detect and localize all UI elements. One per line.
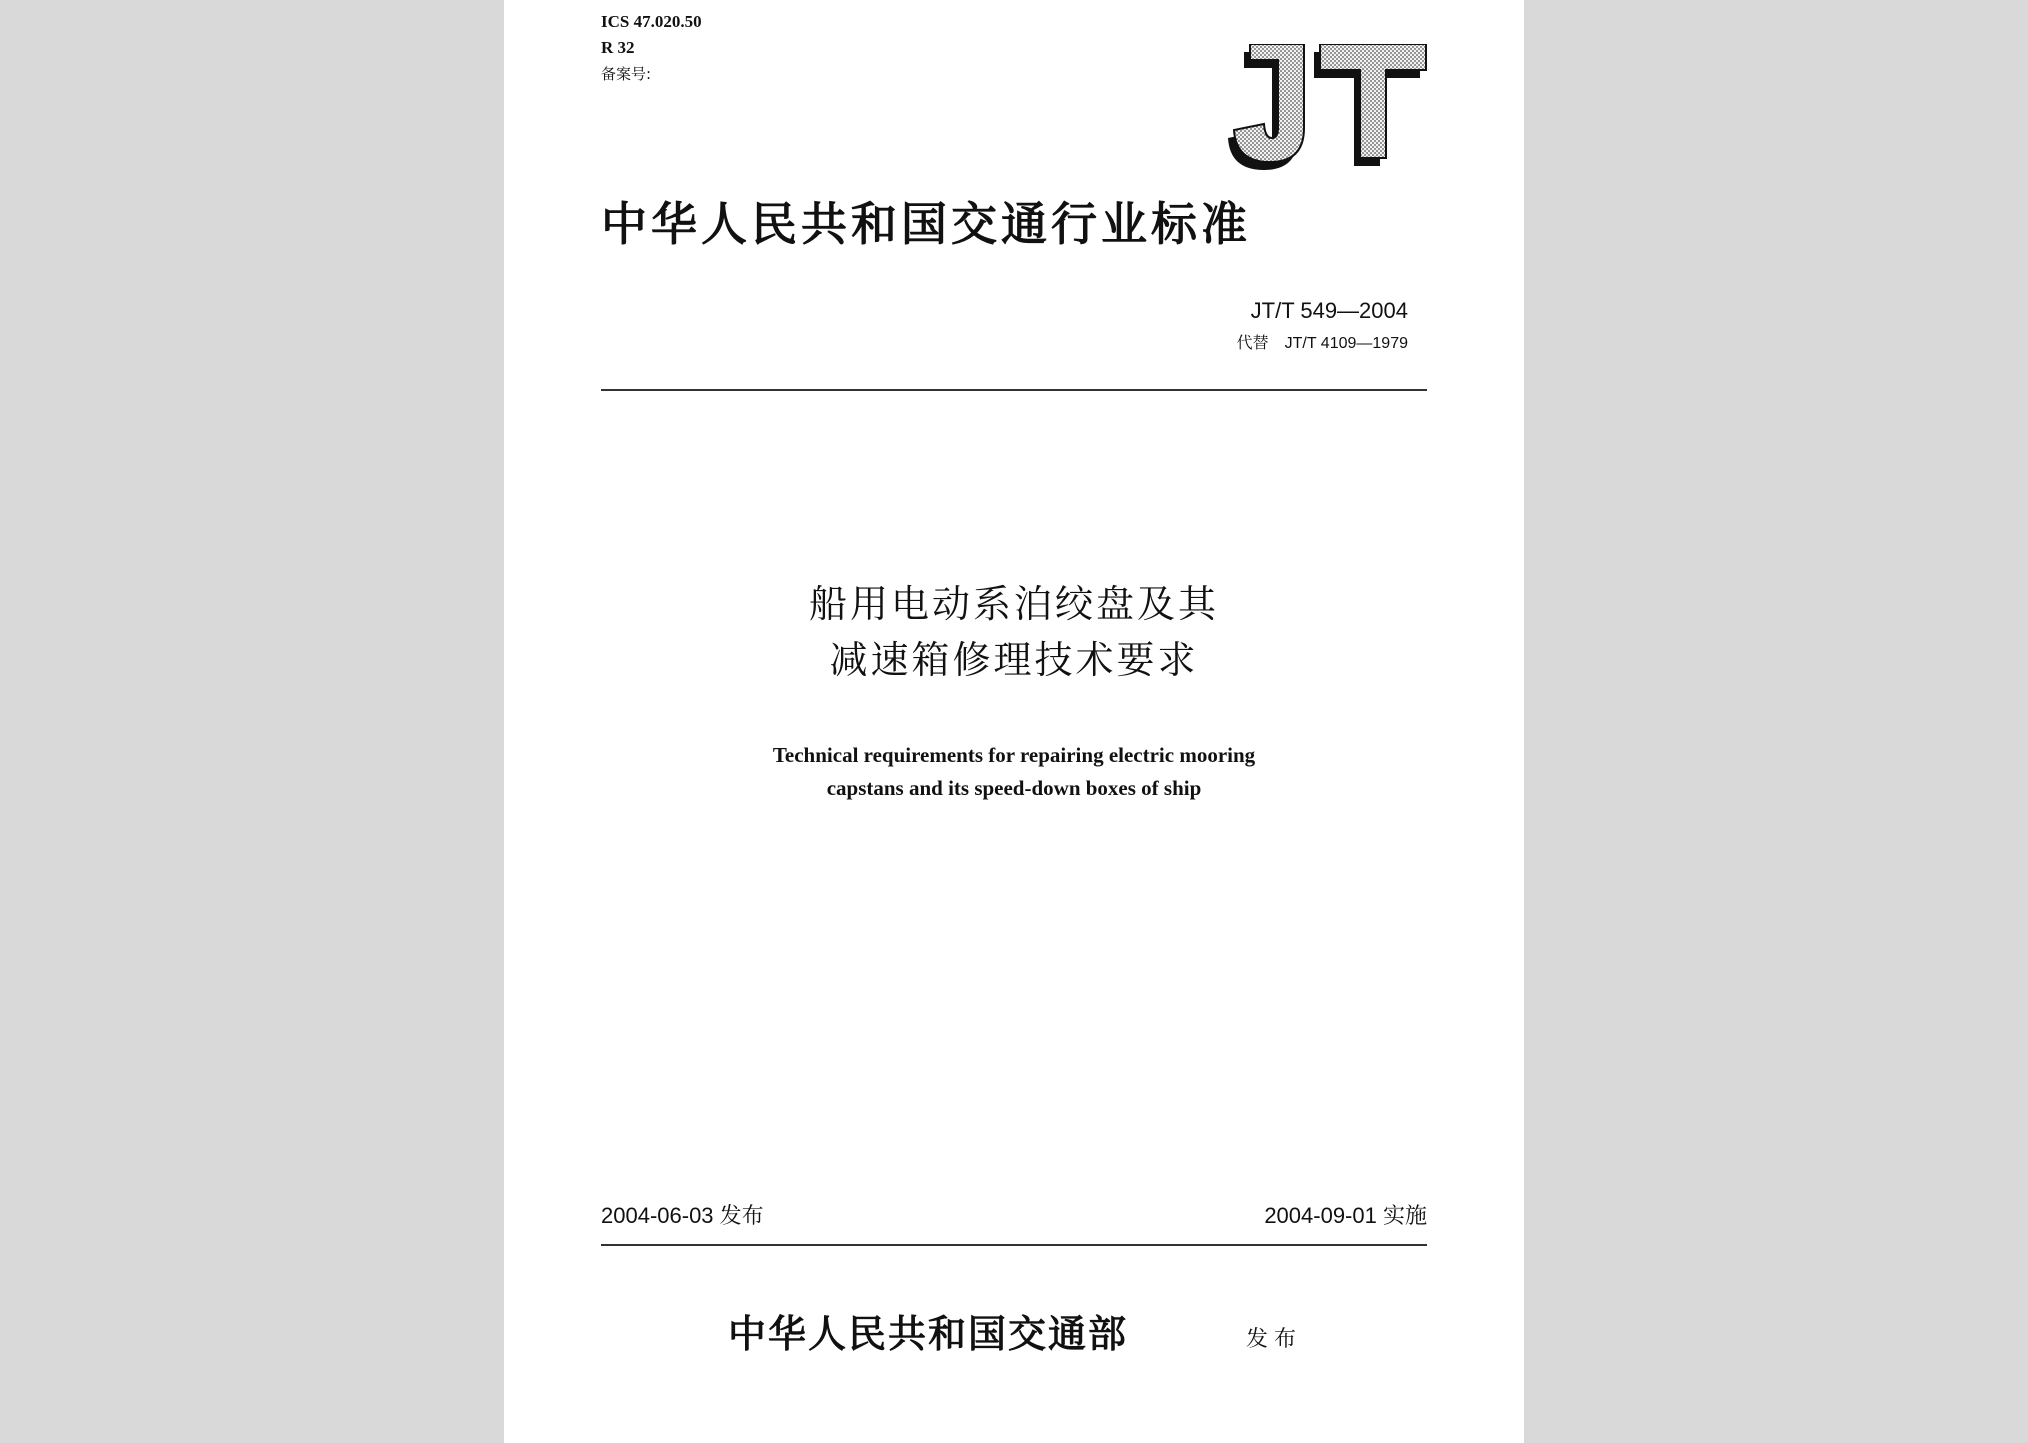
title-chinese-line-1: 船用电动系泊绞盘及其 [808,582,1219,626]
issue-date: 2004-06-03 [601,1203,714,1228]
effective-date: 2004-09-01 [1264,1203,1377,1228]
issuing-org-title: 中华人民共和国交通行业标准 [601,197,1251,251]
replaces-number: JT/T 4109—1979 [1284,335,1408,352]
title-chinese-line-2: 减速箱修理技术要求 [829,638,1199,682]
replaces-line [1237,333,1408,354]
record-number-label: 备案号: [601,65,652,83]
classification-code: R 32 [601,38,635,57]
title-english-line-2: capstans and its speed-down boxes of ship [826,776,1202,800]
title-english-line-1: Technical requirements for repairing electric mooring [772,743,1256,767]
standard-number: JT/T 549—2004 [1250,298,1408,323]
effective-label: 实施 [1382,1204,1427,1229]
title-english [504,739,1524,805]
publisher-name: 中华人民共和国交通部 [728,1311,1129,1356]
jt-logo [1222,44,1428,172]
title-chinese [504,576,1524,688]
footer-divider [601,1244,1427,1246]
header-divider [601,389,1427,391]
document-page [504,0,1524,1443]
ics-code: ICS 47.020.50 [601,12,702,31]
replaces-label: 代替 [1236,333,1269,352]
issue-label: 发布 [719,1204,764,1229]
effective-date-line [1264,1202,1427,1231]
issue-date-line [601,1202,764,1231]
publisher-suffix: 发布 [1246,1327,1303,1352]
